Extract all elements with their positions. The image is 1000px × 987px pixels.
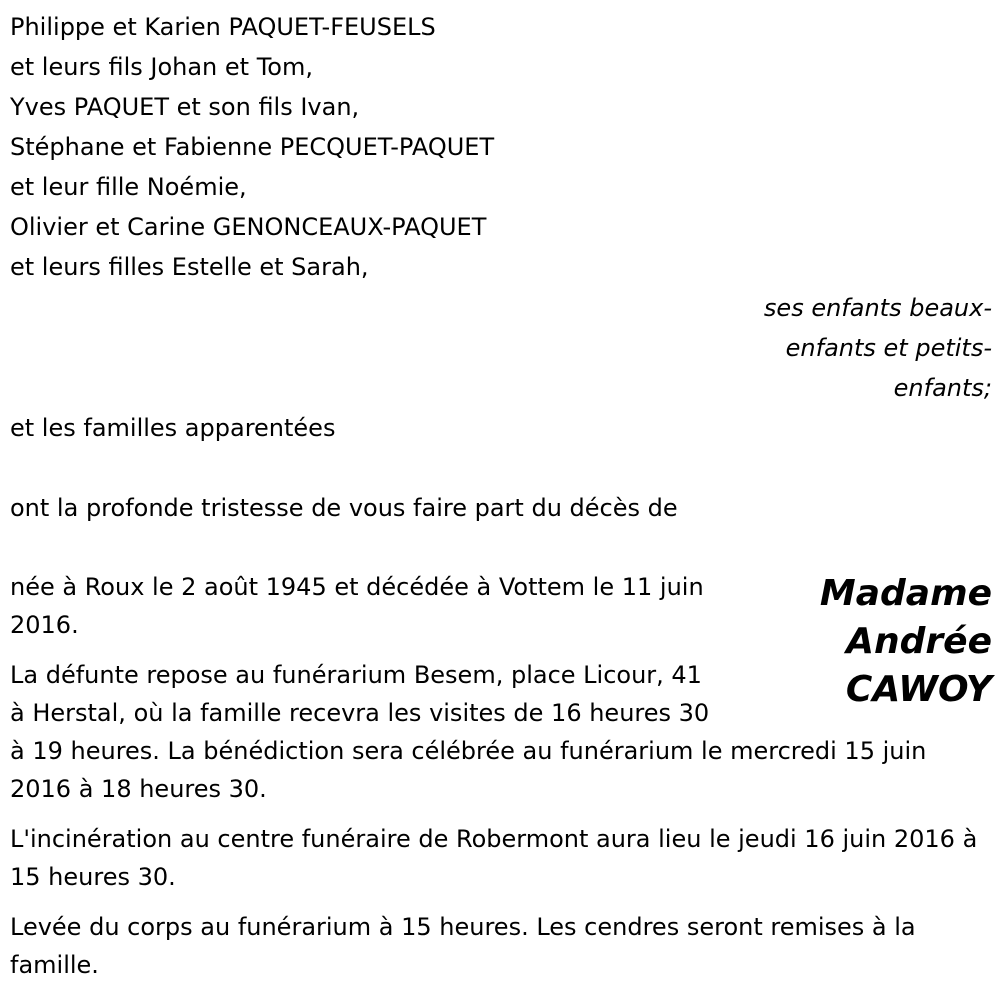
relationship-signoff (10, 288, 992, 408)
announcement-text: ont la profonde tristesse de vous faire part du décès de (10, 494, 678, 522)
cremation-paragraph: L'incinération au centre funéraire de Robermont aura lieu le jeudi 16 juin 2016 à 15 heures 30. (10, 825, 978, 891)
birth-death-paragraph: née à Roux le 2 août 1945 et décédée à Vottem le 11 juin 2016. (10, 573, 704, 639)
family-list (10, 7, 992, 287)
family-line: et leurs filles Estelle et Sarah, (10, 253, 369, 281)
family-line: Philippe et Karien PAQUET-FEUSELS (10, 13, 436, 41)
family-line: et leurs fils Johan et Tom, (10, 53, 313, 81)
deceased-first-name: Andrée (846, 621, 992, 662)
family-line: Yves PAQUET et son fils Ivan, (10, 93, 360, 121)
signoff-line: enfants; (893, 374, 992, 402)
deceased-last-name: CAWOY (845, 669, 992, 710)
body-removal-paragraph: Levée du corps au funérarium à 15 heures. Les cendres seront remises à la famille. (10, 913, 916, 979)
spacer (10, 528, 992, 568)
funerarium-paragraph: La défunte repose au funérarium Besem, place Licour, 41 à Herstal, où la famille recevra les visites de 16 heures 30 à 19 heures. La bénédiction sera célébrée au funérarium le mercredi 15 juin 2016 à 18 heures 30. (10, 661, 927, 803)
deceased-name (742, 570, 992, 714)
family-line: Stéphane et Fabienne PECQUET-PAQUET (10, 133, 495, 161)
signoff-line: enfants et petits- (785, 334, 992, 362)
deceased-title: Madame (819, 573, 992, 614)
spacer (10, 448, 992, 488)
related-families: et les familles apparentées (10, 414, 336, 442)
signoff-line: ses enfants beaux- (763, 294, 992, 322)
details-block (10, 568, 992, 984)
family-line: Olivier et Carine GENONCEAUX-PAQUET (10, 213, 487, 241)
family-line: et leur fille Noémie, (10, 173, 247, 201)
